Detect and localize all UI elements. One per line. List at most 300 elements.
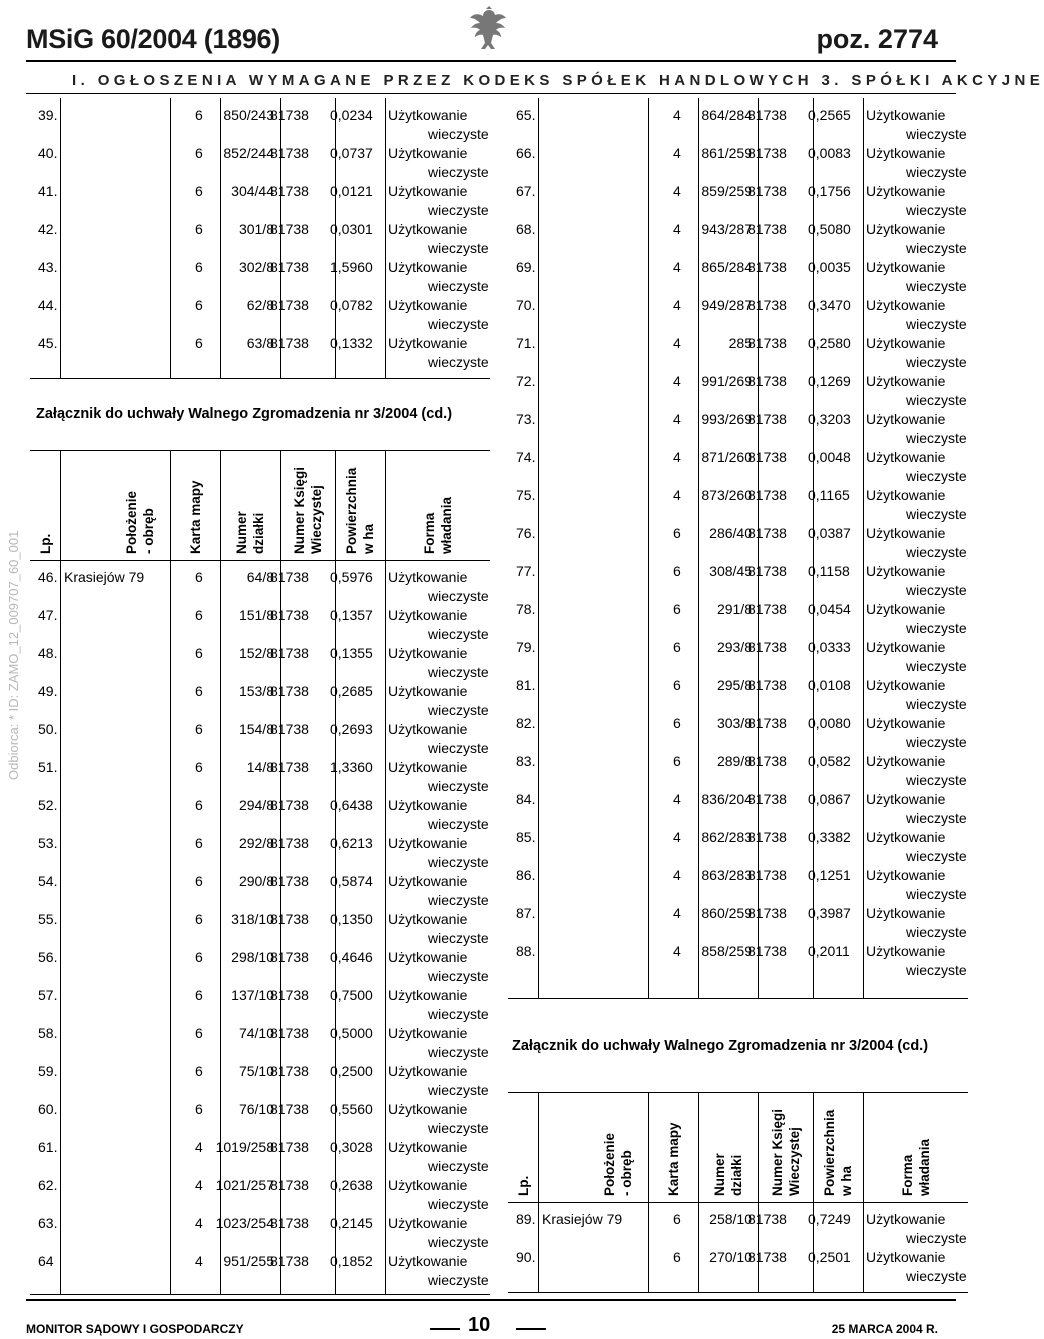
row-plot-number: 75/10 xyxy=(238,1063,274,1079)
row-form-line1: Użytkowanie xyxy=(866,259,946,275)
table-top-rule xyxy=(508,1092,968,1093)
row-number: 66. xyxy=(516,145,536,161)
row-area: 0,5874 xyxy=(330,873,373,889)
row-map-sheet: 6 xyxy=(195,259,203,275)
row-map-sheet: 4 xyxy=(673,297,681,313)
table-row xyxy=(30,750,490,794)
page-number-rule-left xyxy=(430,1328,460,1330)
row-form-line2: wieczyste xyxy=(906,886,967,902)
row-plot-number: 949/287 xyxy=(701,297,752,313)
table-bottom-rule xyxy=(508,998,968,999)
row-map-sheet: 6 xyxy=(195,873,203,889)
row-form-line2: wieczyste xyxy=(428,968,489,984)
row-map-sheet: 4 xyxy=(673,411,681,427)
row-map-sheet: 6 xyxy=(195,911,203,927)
row-form-line2: wieczyste xyxy=(906,1230,967,1246)
page-number: 10 xyxy=(468,1314,491,1336)
row-form-line2: wieczyste xyxy=(906,278,967,294)
row-area: 0,0582 xyxy=(808,753,851,769)
row-form-line1: Użytkowanie xyxy=(388,183,468,199)
row-land-register: 81738 xyxy=(748,753,787,769)
row-land-register: 81738 xyxy=(270,911,309,927)
position-number: poz. 2774 xyxy=(816,24,938,54)
row-form-line1: Użytkowanie xyxy=(866,411,946,427)
row-form-line2: wieczyste xyxy=(428,588,489,604)
row-area: 0,5000 xyxy=(330,1025,373,1041)
column-header xyxy=(665,1122,682,1196)
row-land-register: 81738 xyxy=(748,639,787,655)
column-header-line: Położenie xyxy=(602,1132,617,1196)
table-row xyxy=(30,978,490,1022)
row-plot-number: 1023/254 xyxy=(215,1215,274,1231)
table-row xyxy=(508,668,968,712)
row-area: 0,1269 xyxy=(808,373,851,389)
column-header-line: w ha xyxy=(839,1165,854,1196)
row-form-line1: Użytkowanie xyxy=(388,1063,468,1079)
table-row xyxy=(30,1016,490,1060)
row-form-line2: wieczyste xyxy=(906,810,967,826)
column-header xyxy=(123,491,157,554)
row-land-register: 81738 xyxy=(270,797,309,813)
row-form-line2: wieczyste xyxy=(428,164,489,180)
row-area: 1,5960 xyxy=(330,259,373,275)
row-area: 0,7500 xyxy=(330,987,373,1003)
column-header-line: Karta mapy xyxy=(187,480,203,554)
table-row xyxy=(30,636,490,680)
row-land-register: 81738 xyxy=(748,867,787,883)
row-area: 0,0108 xyxy=(808,677,851,693)
row-map-sheet: 6 xyxy=(195,835,203,851)
row-plot-number: 295/8 xyxy=(716,677,752,693)
row-map-sheet: 6 xyxy=(673,753,681,769)
row-plot-number: 860/259 xyxy=(701,905,752,921)
row-form-line1: Użytkowanie xyxy=(388,221,468,237)
row-area: 0,1852 xyxy=(330,1253,373,1269)
row-form-line1: Użytkowanie xyxy=(388,797,468,813)
row-plot-number: 285 xyxy=(728,335,752,351)
eagle-emblem-icon xyxy=(468,2,510,54)
row-form-line1: Użytkowanie xyxy=(866,753,946,769)
row-form-line2: wieczyste xyxy=(428,1006,489,1022)
row-land-register: 81738 xyxy=(748,221,787,237)
row-form-line1: Użytkowanie xyxy=(866,563,946,579)
row-plot-number: 289/8 xyxy=(716,753,752,769)
row-land-register: 81738 xyxy=(748,411,787,427)
row-form-line2: wieczyste xyxy=(428,1196,489,1212)
table-bottom-rule xyxy=(508,1292,968,1293)
table-row xyxy=(30,712,490,756)
row-area: 0,0234 xyxy=(330,107,373,123)
row-number: 48. xyxy=(38,645,58,661)
row-plot-number: 292/8 xyxy=(238,835,274,851)
row-plot-number: 303/8 xyxy=(716,715,752,731)
row-form-line2: wieczyste xyxy=(428,1272,489,1288)
row-land-register: 81738 xyxy=(748,601,787,617)
row-map-sheet: 6 xyxy=(673,601,681,617)
row-form-line2: wieczyste xyxy=(906,126,967,142)
table-row xyxy=(30,598,490,642)
row-map-sheet: 6 xyxy=(195,221,203,237)
row-number: 85. xyxy=(516,829,536,845)
row-area: 0,1756 xyxy=(808,183,851,199)
row-area: 0,2145 xyxy=(330,1215,373,1231)
row-plot-number: 152/8 xyxy=(238,645,274,661)
row-number: 77. xyxy=(516,563,536,579)
row-number: 87. xyxy=(516,905,536,921)
row-form-line1: Użytkowanie xyxy=(388,297,468,313)
row-form-line1: Użytkowanie xyxy=(866,867,946,883)
row-number: 54. xyxy=(38,873,58,889)
row-form-line2: wieczyste xyxy=(906,1268,967,1284)
row-land-register: 81738 xyxy=(270,183,309,199)
row-number: 72. xyxy=(516,373,536,389)
right-bottom-table xyxy=(508,1092,968,1292)
row-plot-number: 270/10 xyxy=(709,1249,752,1265)
table-row xyxy=(30,1206,490,1250)
row-plot-number: 154/8 xyxy=(238,721,274,737)
row-map-sheet: 4 xyxy=(673,829,681,845)
row-number: 58. xyxy=(38,1025,58,1041)
row-form-line2: wieczyste xyxy=(428,1082,489,1098)
row-form-line2: wieczyste xyxy=(428,1120,489,1136)
column-header-line: Forma xyxy=(899,1154,915,1196)
column-header-line: Wieczystej xyxy=(308,485,324,554)
row-land-register: 81738 xyxy=(270,297,309,313)
row-land-register: 81738 xyxy=(270,1215,309,1231)
row-land-register: 81738 xyxy=(748,829,787,845)
column-header-line: w ha xyxy=(361,523,376,554)
row-plot-number: 153/8 xyxy=(238,683,274,699)
row-form-line2: wieczyste xyxy=(428,854,489,870)
row-form-line1: Użytkowanie xyxy=(388,1025,468,1041)
row-map-sheet: 4 xyxy=(673,259,681,275)
row-area: 0,1158 xyxy=(808,563,850,579)
row-map-sheet: 6 xyxy=(195,987,203,1003)
row-map-sheet: 6 xyxy=(195,1101,203,1117)
table-row xyxy=(30,250,490,294)
table-row xyxy=(30,98,490,142)
row-land-register: 81738 xyxy=(748,449,787,465)
row-number: 68. xyxy=(516,221,536,237)
row-number: 59. xyxy=(38,1063,58,1079)
row-plot-number: 858/259 xyxy=(701,943,752,959)
row-form-line1: Użytkowanie xyxy=(388,1253,468,1269)
column-header xyxy=(899,1139,933,1196)
appendix-caption-right: Załącznik do uchwały Walnego Zgromadzenia nr 3/2004 (cd.) xyxy=(512,1038,929,1054)
row-land-register: 81738 xyxy=(270,335,309,351)
row-form-line1: Użytkowanie xyxy=(866,1211,946,1227)
row-plot-number: 991/269 xyxy=(701,373,752,389)
row-plot-number: 14/8 xyxy=(246,759,274,775)
row-map-sheet: 6 xyxy=(195,1025,203,1041)
left-bottom-table xyxy=(30,450,490,1294)
row-form-line1: Użytkowanie xyxy=(866,183,946,199)
table-row xyxy=(508,478,968,522)
row-plot-number: 290/8 xyxy=(238,873,274,889)
row-land-register: 81738 xyxy=(270,683,309,699)
table-row xyxy=(30,326,490,370)
row-land-register: 81738 xyxy=(270,145,309,161)
row-form-line1: Użytkowanie xyxy=(866,335,946,351)
row-land-register: 81738 xyxy=(748,107,787,123)
row-form-line2: wieczyste xyxy=(428,892,489,908)
table-bottom-rule xyxy=(30,378,490,379)
row-plot-number: 836/204 xyxy=(701,791,752,807)
row-land-register: 81738 xyxy=(748,943,787,959)
row-plot-number: 298/10 xyxy=(231,949,274,965)
row-map-sheet: 4 xyxy=(673,221,681,237)
table-row xyxy=(508,402,968,446)
row-land-register: 81738 xyxy=(270,259,309,275)
row-plot-number: 137/10 xyxy=(231,987,274,1003)
row-area: 0,3028 xyxy=(330,1139,373,1155)
row-area: 1,3360 xyxy=(330,759,373,775)
table-row xyxy=(508,1240,968,1284)
row-land-register: 81738 xyxy=(748,791,787,807)
row-number: 82. xyxy=(516,715,536,731)
table-row xyxy=(30,1054,490,1098)
row-land-register: 81738 xyxy=(270,987,309,1003)
row-number: 89. xyxy=(516,1211,536,1227)
column-header xyxy=(37,534,54,554)
row-area: 0,2501 xyxy=(808,1249,851,1265)
row-land-register: 81738 xyxy=(748,335,787,351)
row-number: 52. xyxy=(38,797,58,813)
column-header-line: - obręb xyxy=(141,508,156,554)
row-area: 0,6213 xyxy=(330,835,373,851)
row-area: 0,3470 xyxy=(808,297,851,313)
row-area: 0,0454 xyxy=(808,601,851,617)
row-number: 56. xyxy=(38,949,58,965)
row-area: 0,0387 xyxy=(808,525,851,541)
row-form-line1: Użytkowanie xyxy=(388,607,468,623)
row-map-sheet: 6 xyxy=(195,297,203,313)
table-row xyxy=(30,288,490,332)
table-row xyxy=(30,1168,490,1212)
row-plot-number: 864/284 xyxy=(701,107,752,123)
row-area: 0,0782 xyxy=(330,297,373,313)
column-header-line: - obręb xyxy=(619,1150,634,1196)
row-form-line1: Użytkowanie xyxy=(866,487,946,503)
appendix-caption-left: Załącznik do uchwały Walnego Zgromadzenia nr 3/2004 (cd.) xyxy=(36,406,453,422)
row-area: 0,0333 xyxy=(808,639,851,655)
row-plot-number: 863/283 xyxy=(701,867,752,883)
row-map-sheet: 6 xyxy=(195,721,203,737)
row-number: 73. xyxy=(516,411,536,427)
row-area: 0,3203 xyxy=(808,411,851,427)
row-land-register: 81738 xyxy=(270,835,309,851)
table-row xyxy=(508,630,968,674)
row-plot-number: 151/8 xyxy=(238,607,274,623)
row-number: 51. xyxy=(38,759,58,775)
row-plot-number: 871/260 xyxy=(701,449,752,465)
column-header-line: Lp. xyxy=(37,533,53,554)
left-top-table xyxy=(30,98,490,378)
row-number: 65. xyxy=(516,107,536,123)
row-plot-number: 62/8 xyxy=(246,297,274,313)
row-plot-number: 258/10 xyxy=(709,1211,752,1227)
row-form-line2: wieczyste xyxy=(906,696,967,712)
table-row xyxy=(508,212,968,256)
row-form-line1: Użytkowanie xyxy=(388,721,468,737)
row-land-register: 81738 xyxy=(270,221,309,237)
row-map-sheet: 4 xyxy=(673,107,681,123)
row-area: 0,1165 xyxy=(808,487,850,503)
row-form-line2: wieczyste xyxy=(906,430,967,446)
row-number: 43. xyxy=(38,259,58,275)
row-map-sheet: 4 xyxy=(195,1139,203,1155)
column-header-line: Forma xyxy=(421,512,437,554)
table-row xyxy=(508,326,968,370)
row-form-line1: Użytkowanie xyxy=(388,911,468,927)
row-form-line1: Użytkowanie xyxy=(388,759,468,775)
row-land-register: 81738 xyxy=(748,677,787,693)
page-number-rule-right xyxy=(516,1328,546,1330)
row-land-register: 81738 xyxy=(270,1101,309,1117)
row-map-sheet: 4 xyxy=(673,449,681,465)
table-row xyxy=(508,136,968,180)
row-map-sheet: 6 xyxy=(195,683,203,699)
recipient-watermark: Odbiorca: * ID: ZAMO_12_009707_60_001 xyxy=(6,530,21,780)
row-map-sheet: 4 xyxy=(195,1215,203,1231)
table-row xyxy=(508,288,968,332)
row-map-sheet: 6 xyxy=(673,525,681,541)
table-row xyxy=(508,706,968,750)
row-plot-number: 64/8 xyxy=(246,569,274,585)
row-area: 0,5560 xyxy=(330,1101,373,1117)
table-row xyxy=(30,1092,490,1136)
table-row xyxy=(508,896,968,940)
row-form-line2: wieczyste xyxy=(906,734,967,750)
column-header-line: działki xyxy=(729,1154,744,1196)
row-form-line1: Użytkowanie xyxy=(866,525,946,541)
table-row xyxy=(508,174,968,218)
table-row xyxy=(30,788,490,832)
table-row xyxy=(30,212,490,256)
row-land-register: 81738 xyxy=(270,721,309,737)
row-number: 75. xyxy=(516,487,536,503)
row-form-line1: Użytkowanie xyxy=(388,1177,468,1193)
row-area: 0,3987 xyxy=(808,905,851,921)
table-row xyxy=(508,744,968,788)
row-form-line2: wieczyste xyxy=(428,1234,489,1250)
column-header-line: Numer Księgi xyxy=(291,466,307,554)
table-row xyxy=(30,674,490,718)
table-row xyxy=(508,1202,968,1246)
row-number: 81. xyxy=(516,677,536,693)
row-number: 79. xyxy=(516,639,536,655)
row-land-register: 81738 xyxy=(748,715,787,731)
row-plot-number: 74/10 xyxy=(238,1025,274,1041)
row-map-sheet: 6 xyxy=(673,563,681,579)
row-form-line2: wieczyste xyxy=(428,702,489,718)
row-form-line1: Użytkowanie xyxy=(866,905,946,921)
row-form-line2: wieczyste xyxy=(906,468,967,484)
row-land-register: 81738 xyxy=(748,905,787,921)
column-header-line: Położenie xyxy=(124,490,139,554)
row-form-line1: Użytkowanie xyxy=(866,297,946,313)
row-number: 67. xyxy=(516,183,536,199)
row-plot-number: 63/8 xyxy=(246,335,274,351)
row-area: 0,3382 xyxy=(808,829,851,845)
row-area: 0,0048 xyxy=(808,449,851,465)
row-form-line2: wieczyste xyxy=(906,924,967,940)
row-area: 0,1355 xyxy=(330,645,373,661)
table-row xyxy=(30,940,490,984)
row-land-register: 81738 xyxy=(748,1249,787,1265)
row-form-line1: Użytkowanie xyxy=(388,1139,468,1155)
row-form-line2: wieczyste xyxy=(428,1158,489,1174)
row-form-line2: wieczyste xyxy=(906,544,967,560)
row-form-line1: Użytkowanie xyxy=(388,683,468,699)
row-map-sheet: 6 xyxy=(195,183,203,199)
row-area: 0,2638 xyxy=(330,1177,373,1193)
row-land-register: 81738 xyxy=(748,1211,787,1227)
row-form-line1: Użytkowanie xyxy=(388,259,468,275)
row-form-line2: wieczyste xyxy=(906,202,967,218)
row-map-sheet: 6 xyxy=(195,645,203,661)
column-header xyxy=(769,1109,803,1196)
row-area: 0,2580 xyxy=(808,335,851,351)
journal-issue: MSiG 60/2004 (1896) xyxy=(26,24,280,54)
row-land-register: 81738 xyxy=(270,1177,309,1193)
right-top-table xyxy=(508,98,968,998)
row-number: 88. xyxy=(516,943,536,959)
row-plot-number: 318/10 xyxy=(231,911,274,927)
row-plot-number: 302/8 xyxy=(238,259,274,275)
row-form-line1: Użytkowanie xyxy=(388,569,468,585)
row-form-line2: wieczyste xyxy=(428,1044,489,1060)
table-row xyxy=(30,560,490,604)
footer-rule xyxy=(26,1299,956,1301)
table-row xyxy=(508,364,968,408)
row-area: 0,0080 xyxy=(808,715,851,731)
row-area: 0,2500 xyxy=(330,1063,373,1079)
table-row xyxy=(508,820,968,864)
column-header-line: Numer xyxy=(234,511,249,554)
row-area: 0,0083 xyxy=(808,145,851,161)
publication-name: MONITOR SĄDOWY I GOSPODARCZY xyxy=(26,1322,244,1336)
row-land-register: 81738 xyxy=(270,569,309,585)
row-form-line1: Użytkowanie xyxy=(866,145,946,161)
row-number: 49. xyxy=(38,683,58,699)
column-header-line: Numer Księgi xyxy=(769,1108,785,1196)
table-row xyxy=(508,858,968,902)
row-map-sheet: 6 xyxy=(673,639,681,655)
row-form-line2: wieczyste xyxy=(428,126,489,142)
row-number: 39. xyxy=(38,107,58,123)
column-header xyxy=(421,497,455,554)
row-map-sheet: 6 xyxy=(195,949,203,965)
row-form-line1: Użytkowanie xyxy=(388,987,468,1003)
row-number: 78. xyxy=(516,601,536,617)
row-land-register: 81738 xyxy=(270,107,309,123)
column-header-line: Powierzchnia xyxy=(822,1109,837,1196)
row-plot-number: 76/10 xyxy=(238,1101,274,1117)
row-form-line2: wieczyste xyxy=(906,620,967,636)
row-area: 0,2685 xyxy=(330,683,373,699)
row-number: 57. xyxy=(38,987,58,1003)
row-area: 0,0121 xyxy=(330,183,373,199)
row-map-sheet: 6 xyxy=(195,569,203,585)
row-plot-number: 291/8 xyxy=(716,601,752,617)
row-number: 47. xyxy=(38,607,58,623)
column-header xyxy=(601,1133,635,1196)
header-rule xyxy=(26,60,956,62)
row-map-sheet: 6 xyxy=(195,759,203,775)
row-map-sheet: 6 xyxy=(673,1211,681,1227)
row-land-register: 81738 xyxy=(748,297,787,313)
